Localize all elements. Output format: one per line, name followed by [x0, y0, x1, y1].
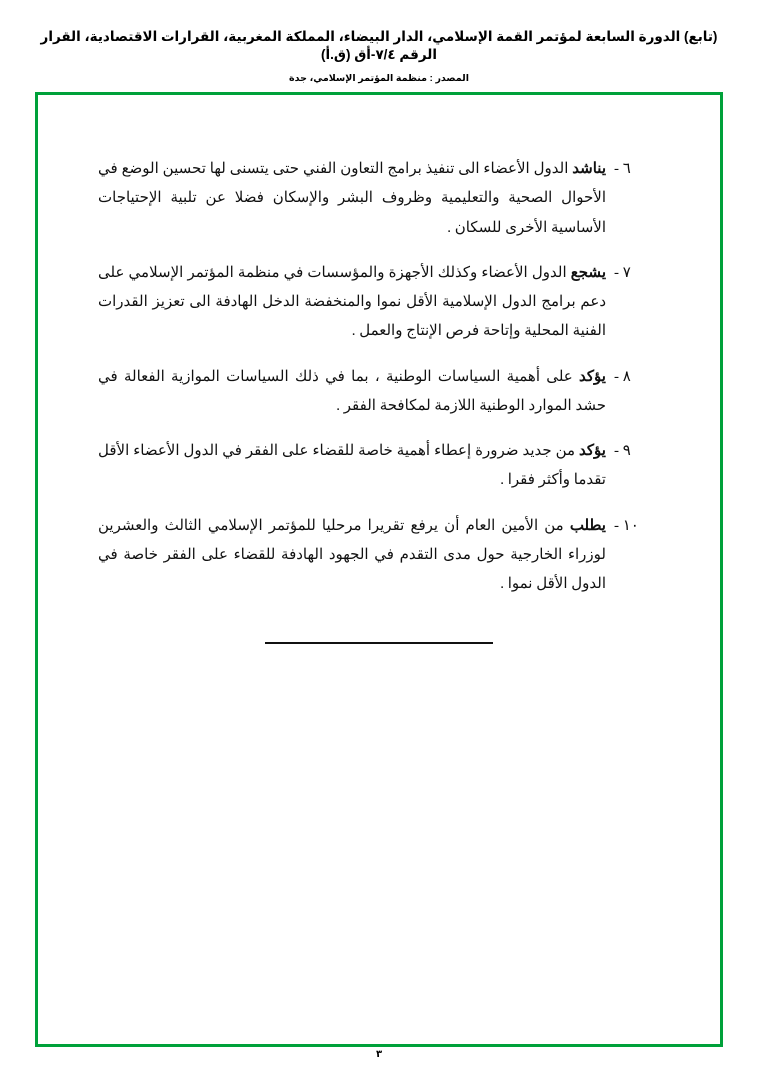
- header-title: (تابع) الدورة السابعة لمؤتمر القمة الإسلامي، الدار البيضاء، المملكة المغربية، القرارات الاقتصادية، القرار الرقم ٧/٤-أق (ق.أ): [40, 29, 718, 62]
- page-frame-border: [35, 92, 723, 1047]
- document-header: [0, 28, 758, 84]
- clause-lead-word: يشجع: [570, 264, 606, 281]
- page-number: ٣: [375, 1049, 383, 1060]
- clause-number: ٩ -: [614, 443, 631, 459]
- divider-line: [265, 642, 493, 644]
- clause-lead-word: يطلب: [569, 517, 606, 534]
- clause-list: [98, 155, 660, 651]
- clause-body-text: من جديد ضرورة إعطاء أهمية خاصة للقضاء على الفقر في الدول الأعضاء الأقل تقدما وأكثر فقرا .: [98, 443, 606, 489]
- clause-text: [98, 259, 606, 347]
- clause-item: [98, 437, 660, 496]
- clause-body-text: من الأمين العام أن يرفع تقريرا مرحليا للمؤتمر الإسلامي الثالث والعشرين لوزراء الخارجية حول مدى التقدم في الجهود الهادفة للقضاء على الفقر خاصة في الدول الأقل نموا .: [98, 517, 606, 592]
- clause-item: [98, 512, 660, 600]
- clause-number: ١٠ -: [614, 517, 639, 534]
- clause-lead-word: يناشد: [572, 161, 606, 177]
- clause-number: ٧ -: [614, 264, 631, 281]
- section-divider: [98, 633, 660, 651]
- clause-item: [98, 363, 660, 422]
- clause-number: ٨ -: [614, 368, 631, 385]
- clause-lead-word: يؤكد: [579, 443, 606, 459]
- clause-text: [98, 363, 606, 422]
- clause-text: [98, 437, 606, 496]
- clause-item: [98, 259, 660, 347]
- clause-text: [98, 155, 606, 243]
- clause-lead-word: يؤكد: [579, 368, 606, 385]
- page-footer: [0, 1049, 758, 1060]
- clause-body-text: على أهمية السياسات الوطنية ، بما في ذلك السياسات الموازية الفعالة في حشد الموارد الوطنية اللازمة لمكافحة الفقر .: [98, 368, 606, 414]
- header-source: المصدر : منظمة المؤتمر الإسلامي، جدة: [289, 73, 469, 85]
- clause-body-text: الدول الأعضاء وكذلك الأجهزة والمؤسسات في منظمة المؤتمر الإسلامي على دعم برامج الدول الإسلامية الأقل نموا والمنخفضة الدخل الهادفة الى تعزيز القدرات الفنية المحلية وإتاحة فرص الإنتاج والعمل .: [98, 264, 606, 340]
- clause-body-text: الدول الأعضاء الى تنفيذ برامج التعاون الفني حتى يتسنى لها تحسين الوضع في الأحوال الصحية والتعليمية وظروف البشر والإسكان فضلا عن تلبية الإحتياجات الأساسية الأخرى للسكان .: [98, 161, 606, 236]
- clause-number: ٦ -: [614, 161, 631, 177]
- clause-item: [98, 155, 660, 243]
- clause-text: [98, 512, 606, 600]
